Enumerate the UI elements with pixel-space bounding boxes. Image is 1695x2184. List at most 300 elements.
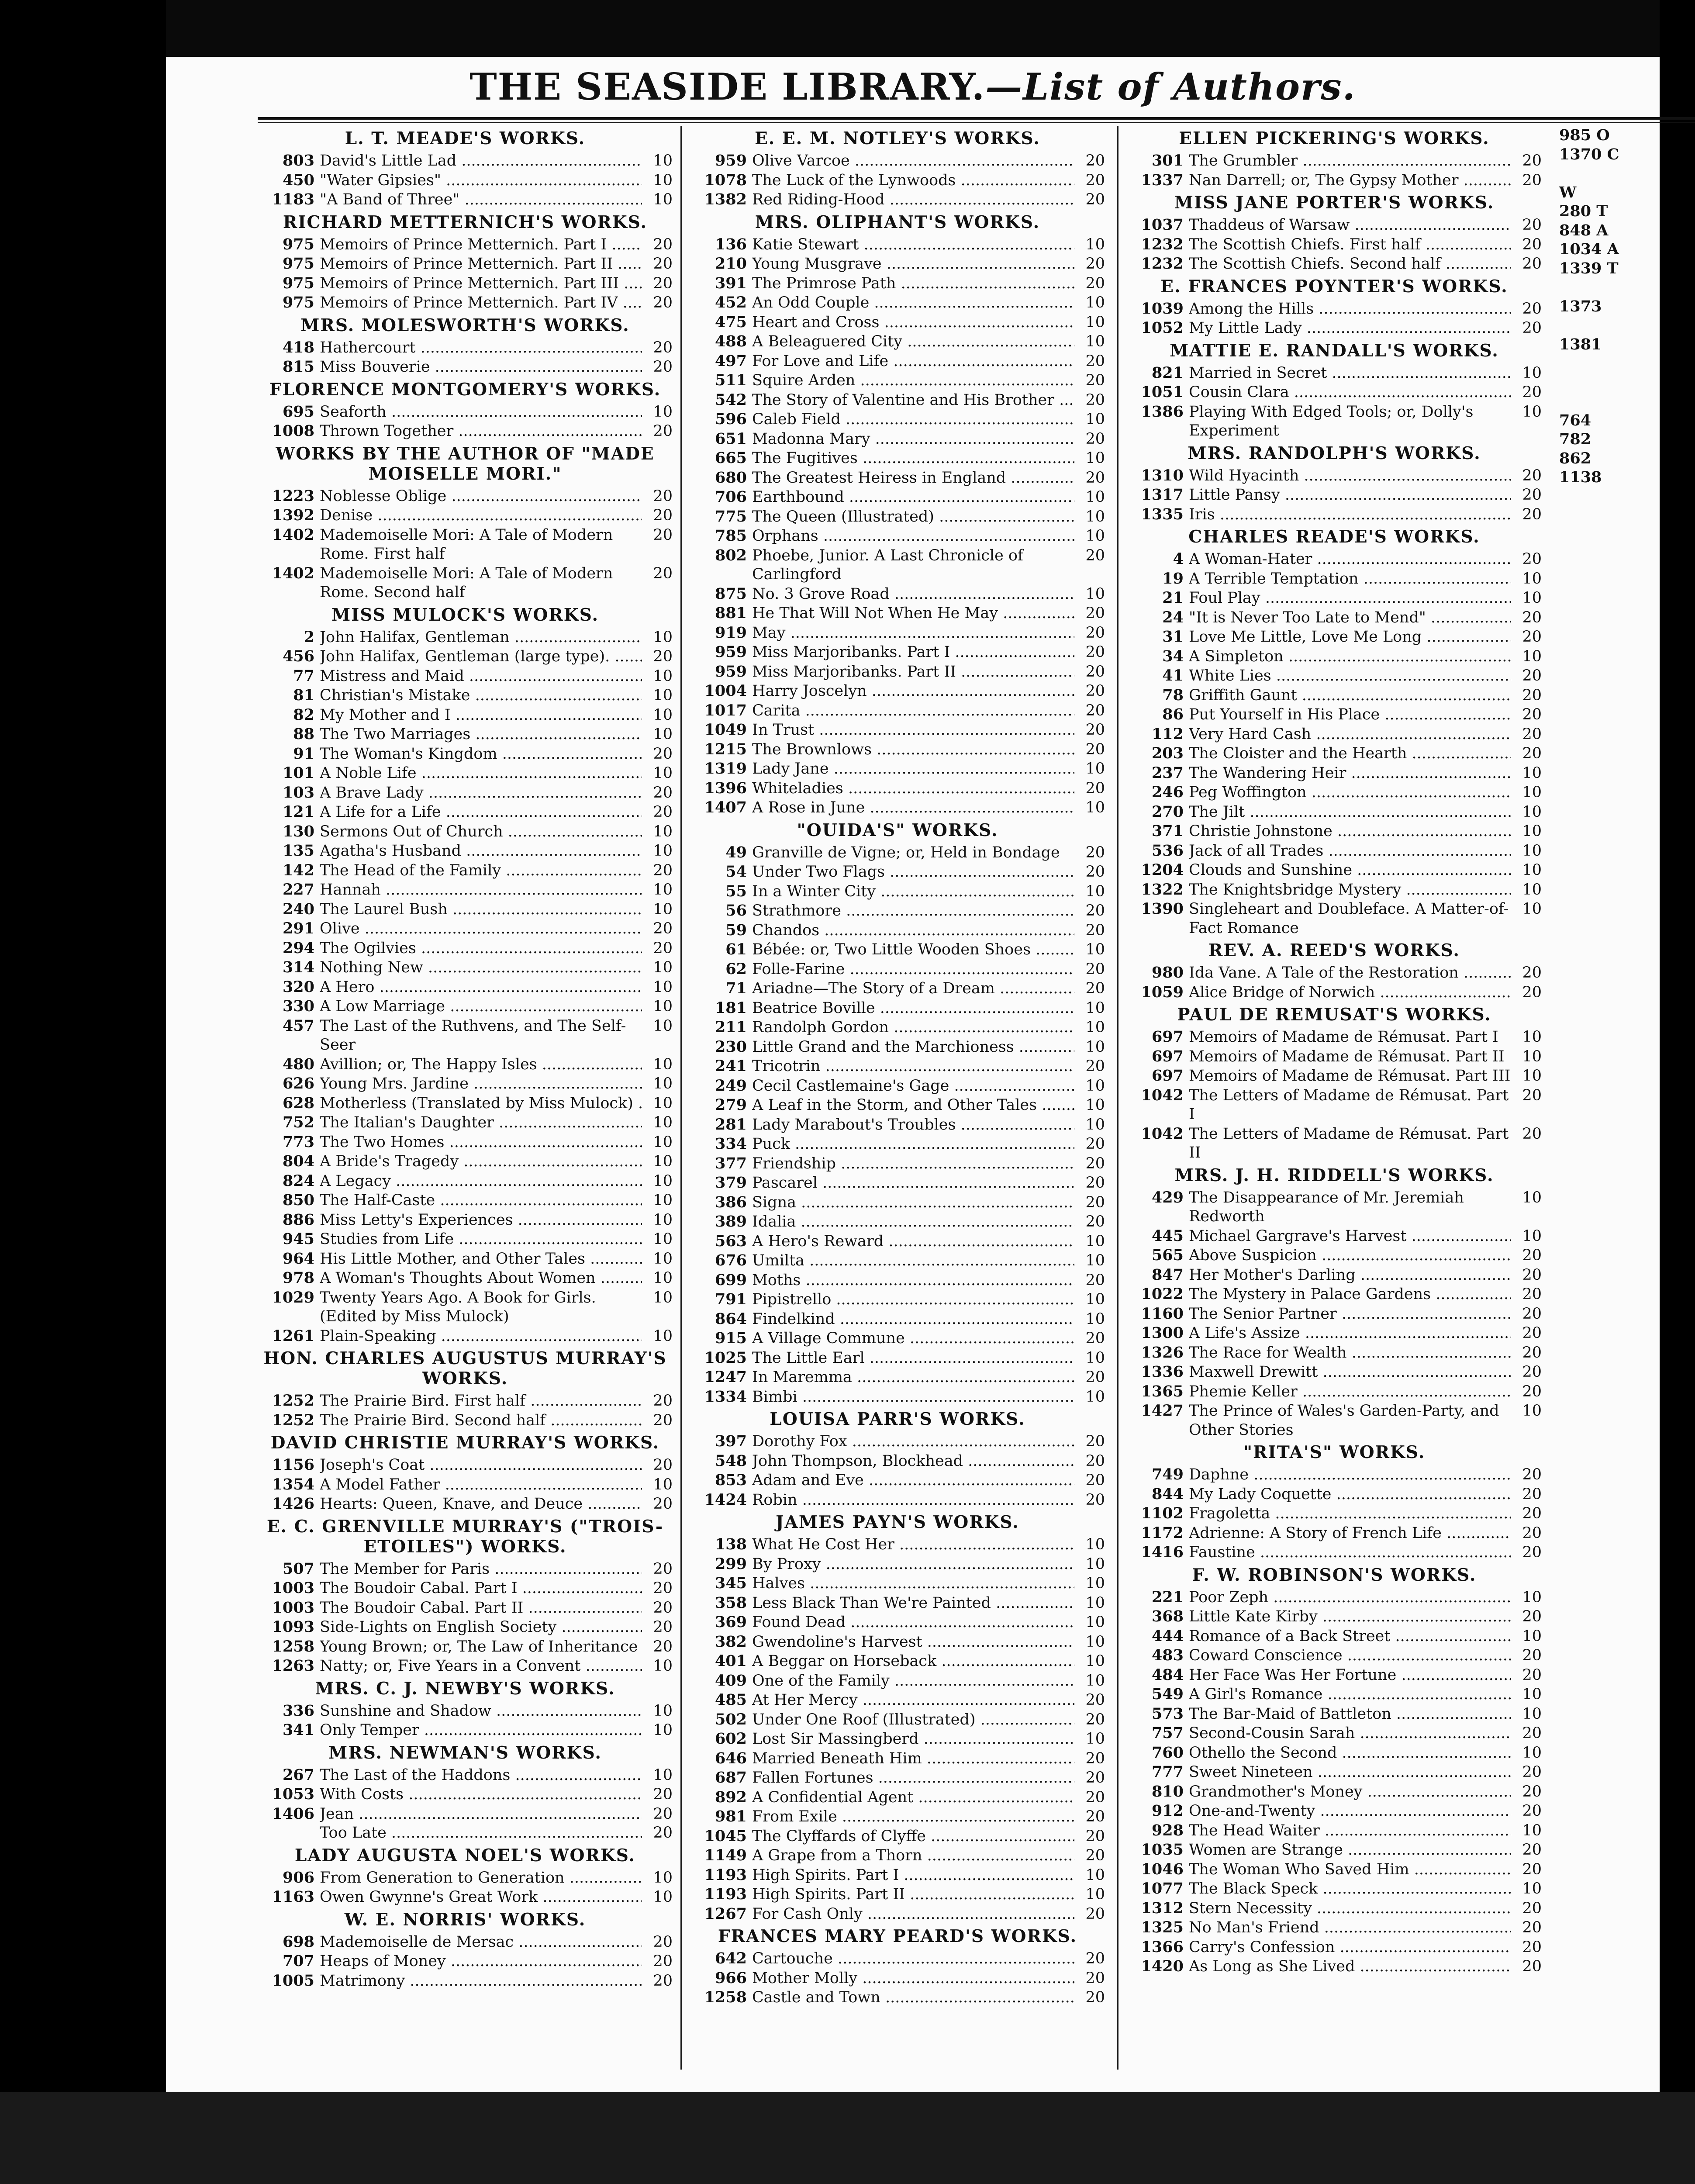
item-number: 330 [282, 997, 314, 1015]
item-price: 10 [1522, 822, 1542, 840]
list-item [690, 720, 1105, 740]
item-price: 20 [1085, 1271, 1105, 1289]
item-number: 1386 [1141, 402, 1184, 421]
item-number: 1406 [272, 1804, 314, 1823]
item-price: 20 [1522, 319, 1542, 337]
list-item [690, 449, 1105, 468]
list-item [690, 1232, 1105, 1251]
item-title: A Life's Assize ..... [1189, 1324, 1511, 1343]
list-item [690, 1451, 1105, 1471]
list-item [1127, 1324, 1542, 1343]
item-price: 10 [1085, 1038, 1105, 1056]
column-2 [690, 126, 1105, 2070]
item-number: 379 [715, 1174, 747, 1192]
list-item [690, 254, 1105, 274]
item-title: An Odd Couple ..... [752, 294, 1074, 313]
item-title: Heart and Cross ..... [752, 313, 1074, 332]
item-price: 20 [1522, 745, 1542, 762]
list-item [1127, 1840, 1542, 1860]
list-item [258, 725, 673, 744]
section-heading: L. T. MEADE'S WORKS. [345, 128, 586, 149]
item-price: 20 [1085, 1950, 1105, 1967]
item-title: Singleheart and Doubleface. A Matter-of-Fact Romance [1189, 900, 1509, 937]
item-price: 10 [653, 1230, 673, 1248]
item-title: Adam and Eve ..... [752, 1471, 1074, 1490]
item-price: 20 [653, 255, 673, 273]
item-number: 853 [715, 1471, 747, 1489]
item-title: Findelkind ..... [752, 1310, 1074, 1329]
item-title: Young Musgrave ..... [752, 255, 1074, 274]
list-item [690, 759, 1105, 779]
item-price: 10 [1085, 585, 1105, 603]
author-section [258, 605, 673, 1346]
item-title: Lady Marabout's Troubles ..... [752, 1116, 1074, 1135]
item-price: 10 [653, 881, 673, 898]
list-item [258, 919, 673, 939]
item-price: 20 [1522, 1647, 1542, 1664]
item-price: 20 [1085, 1174, 1105, 1192]
section-heading: REV. A. REED'S WORKS. [1208, 940, 1460, 961]
item-price: 10 [1522, 1705, 1542, 1723]
item-title: Faustine ..... [1189, 1543, 1511, 1562]
item-number: 246 [1151, 783, 1184, 801]
list-item [690, 410, 1105, 429]
item-price: 10 [1522, 1627, 1542, 1645]
list-item [1127, 1957, 1542, 1977]
list-item [690, 1095, 1105, 1115]
item-title: In Trust ..... [752, 721, 1074, 740]
list-item [258, 939, 673, 958]
item-number: 1053 [272, 1785, 314, 1803]
adjacent-page-fragment: 1034 A [1559, 240, 1619, 258]
item-price: 20 [653, 294, 673, 311]
item-price: 20 [1522, 1305, 1542, 1323]
item-number: 210 [715, 255, 747, 273]
item-number: 906 [282, 1868, 314, 1887]
item-title: High Spirits. Part I ..... [752, 1866, 1074, 1885]
list-item [690, 1290, 1105, 1310]
item-title: The Story of Valentine and His Brother ..... [752, 391, 1074, 410]
banner-rule-thin [258, 122, 1695, 123]
item-title: The Woman Who Saved Him ..... [1189, 1860, 1511, 1880]
list-item [258, 1971, 673, 1991]
author-section [690, 212, 1105, 818]
author-section [690, 820, 1105, 1407]
item-title: Maxwell Drewitt ..... [1189, 1363, 1511, 1382]
list-item [258, 254, 673, 274]
item-price: 10 [653, 171, 673, 189]
item-title: A Woman's Thoughts About Women ..... [320, 1269, 642, 1288]
item-number: 596 [715, 410, 747, 428]
item-price: 20 [1522, 1344, 1542, 1362]
item-title: What He Cost Her ..... [752, 1535, 1074, 1555]
list-item [690, 681, 1105, 701]
item-number: 602 [715, 1730, 747, 1748]
item-price: 20 [1085, 682, 1105, 700]
item-price: 20 [1085, 372, 1105, 389]
item-number: 1149 [704, 1846, 747, 1864]
list-item [690, 1037, 1105, 1057]
item-title: A Grape from a Thorn ..... [752, 1846, 1074, 1866]
item-title: Seaforth ..... [320, 403, 642, 422]
section-heading: HON. CHARLES AUGUSTUS MURRAY'S WORKS. [263, 1348, 667, 1389]
item-title: Married Beneath Him ..... [752, 1749, 1074, 1769]
item-number: 1267 [704, 1904, 747, 1923]
item-price: 20 [1085, 779, 1105, 797]
item-price: 20 [1522, 505, 1542, 523]
item-price: 20 [1085, 546, 1105, 564]
item-price: 10 [1085, 941, 1105, 958]
list-item [690, 1115, 1105, 1135]
banner-subtitle: —List of Authors. [985, 65, 1356, 108]
item-number: 377 [715, 1154, 747, 1172]
section-heading: LOUISA PARR'S WORKS. [770, 1409, 1025, 1429]
item-number: 211 [715, 1018, 747, 1036]
item-price: 20 [653, 507, 673, 524]
item-title: Phoebe, Junior. A Last Chronicle of Carlingford [752, 546, 1023, 583]
item-price: 20 [1522, 1666, 1542, 1684]
item-number: 401 [715, 1652, 747, 1670]
item-number: 1335 [1141, 505, 1184, 523]
item-price: 10 [1522, 1880, 1542, 1897]
item-number: 130 [282, 822, 314, 840]
item-number: 59 [725, 921, 747, 939]
item-title: For Love and Life ..... [752, 352, 1074, 371]
list-item [258, 1598, 673, 1618]
item-number: 1005 [272, 1971, 314, 1990]
item-price: 10 [653, 1114, 673, 1131]
item-number: 697 [1151, 1067, 1184, 1085]
item-number: 1052 [1141, 319, 1184, 337]
item-title: A Model Father ..... [320, 1476, 642, 1495]
item-price: 20 [1085, 1193, 1105, 1211]
item-price: 10 [1085, 1349, 1105, 1367]
item-price: 10 [1522, 1821, 1542, 1839]
item-title: Mother Molly ..... [752, 1969, 1074, 1988]
list-item [690, 429, 1105, 449]
section-heading: MRS. OLIPHANT'S WORKS. [755, 212, 1040, 232]
section-heading: MATTIE E. RANDALL'S WORKS. [1170, 340, 1499, 361]
item-title: Folle-Farine ..... [752, 960, 1074, 979]
list-item [1127, 1743, 1542, 1763]
item-price: 10 [653, 1289, 673, 1306]
item-number: 389 [715, 1213, 747, 1230]
item-number: 698 [282, 1932, 314, 1951]
item-number: 368 [1151, 1607, 1184, 1625]
item-title: Harry Joscelyn ..... [752, 682, 1074, 701]
item-price: 10 [653, 1657, 673, 1675]
item-title: A Low Marriage ..... [320, 997, 642, 1016]
list-item [690, 921, 1105, 940]
item-title: The Race for Wealth ..... [1189, 1344, 1511, 1363]
item-number: 56 [725, 902, 747, 919]
item-title: The Head Waiter ..... [1189, 1821, 1511, 1841]
item-number: 397 [715, 1432, 747, 1450]
item-number: 1382 [704, 190, 747, 208]
item-number: 456 [282, 647, 314, 665]
item-title: The Primrose Path ..... [752, 274, 1074, 294]
item-price: 20 [1085, 1905, 1105, 1923]
list-item [690, 1652, 1105, 1671]
item-number: 2 [304, 628, 314, 646]
list-item [1127, 1265, 1542, 1285]
item-title: The Luck of the Lynwoods ..... [752, 171, 1074, 190]
list-item [258, 1932, 673, 1952]
item-title: Denise ..... [320, 506, 642, 525]
item-price: 20 [1085, 274, 1105, 292]
item-title: Stern Necessity ..... [1189, 1899, 1511, 1918]
item-number: 1366 [1141, 1938, 1184, 1956]
item-title: A Village Commune ..... [752, 1329, 1074, 1348]
list-item [258, 841, 673, 861]
item-price: 20 [1085, 1827, 1105, 1845]
list-item [690, 1057, 1105, 1076]
item-number: 844 [1151, 1485, 1184, 1503]
item-number: 1337 [1141, 171, 1184, 189]
item-title: Miss Bouverie ..... [320, 358, 642, 377]
item-title: From Generation to Generation ..... [320, 1869, 642, 1888]
author-section [258, 315, 673, 377]
item-price: 10 [1085, 760, 1105, 778]
item-price: 10 [1085, 508, 1105, 525]
item-title: Phemie Keller ..... [1189, 1382, 1511, 1402]
section-heading: WORKS BY THE AUTHOR OF "MADE MOISELLE MORI." [276, 443, 655, 484]
author-section [1127, 341, 1542, 441]
item-title: In Maremma ..... [752, 1368, 1074, 1387]
author-section [1127, 527, 1542, 938]
item-number: 542 [715, 390, 747, 409]
author-section [690, 128, 1105, 210]
item-title: Thrown Together ..... [320, 422, 642, 441]
item-title: Memoirs of Prince Metternich. Part IV ..... [320, 294, 642, 313]
list-item [258, 402, 673, 422]
item-number: 959 [715, 662, 747, 681]
list-item [690, 1690, 1105, 1710]
item-number: 802 [715, 546, 747, 564]
item-price: 20 [1085, 1213, 1105, 1230]
item-number: 912 [1151, 1802, 1184, 1820]
list-item [1127, 1938, 1542, 1957]
item-number: 1263 [272, 1657, 314, 1675]
item-number: 695 [282, 402, 314, 421]
item-price: 10 [653, 1702, 673, 1720]
item-price: 20 [1085, 152, 1105, 169]
item-title: Grandmother's Money ..... [1189, 1783, 1511, 1802]
item-title: Above Suspicion ..... [1189, 1246, 1511, 1265]
item-title: Halves ..... [752, 1574, 1074, 1593]
list-item [258, 880, 673, 900]
item-title: Puck ..... [752, 1135, 1074, 1154]
item-title: The Member for Paris ..... [320, 1560, 642, 1579]
section-heading: FLORENCE MONTGOMERY'S WORKS. [269, 379, 661, 400]
list-item [258, 293, 673, 313]
item-price: 10 [1085, 411, 1105, 428]
item-price: 20 [1522, 235, 1542, 253]
banner-title: THE SEASIDE LIBRARY. [469, 65, 986, 108]
list-item [258, 802, 673, 822]
item-title: Memoirs of Prince Metternich. Part III ..... [320, 274, 642, 294]
list-item [690, 487, 1105, 507]
item-title: Nan Darrell; or, The Gypsy Mother ..... [1189, 171, 1511, 190]
item-number: 55 [725, 882, 747, 900]
list-item [1127, 1401, 1542, 1440]
item-number: 142 [282, 861, 314, 879]
item-number: 1232 [1141, 235, 1184, 253]
item-number: 444 [1151, 1627, 1184, 1645]
list-item [258, 1766, 673, 1785]
item-number: 978 [282, 1269, 314, 1287]
list-item [258, 1887, 673, 1907]
item-number: 1022 [1141, 1285, 1184, 1303]
item-number: 928 [1151, 1821, 1184, 1839]
item-title: A Noble Life ..... [320, 764, 642, 783]
item-price: 20 [1085, 1711, 1105, 1728]
item-number: 121 [282, 803, 314, 821]
item-price: 20 [1522, 725, 1542, 743]
author-section [1127, 940, 1542, 1002]
author-section [258, 1910, 673, 1991]
list-item [1127, 764, 1542, 783]
item-title: The Scottish Chiefs. Second half ..... [1189, 255, 1511, 274]
list-item [1127, 1899, 1542, 1918]
item-price: 20 [1522, 1466, 1542, 1483]
item-price: 20 [1522, 628, 1542, 646]
list-item [1127, 569, 1542, 589]
item-title: Motherless (Translated by Miss Mulock) ..... [320, 1094, 642, 1113]
item-number: 24 [1162, 608, 1184, 626]
item-title: My Mother and I ..... [320, 706, 642, 725]
item-title: Earthbound ..... [752, 488, 1074, 507]
item-price: 20 [1085, 1989, 1105, 2006]
item-title: Carita ..... [752, 702, 1074, 721]
item-price: 10 [653, 1869, 673, 1887]
item-number: 1183 [272, 190, 314, 208]
item-title: Red Riding-Hood ..... [752, 190, 1074, 210]
list-item [258, 1494, 673, 1514]
item-price: 20 [1085, 702, 1105, 719]
section-heading: RICHARD METTERNICH'S WORKS. [283, 212, 648, 232]
item-title: Robin ..... [752, 1491, 1074, 1510]
item-price: 20 [1085, 1691, 1105, 1709]
item-price: 20 [1085, 643, 1105, 661]
item-price: 20 [1522, 171, 1542, 189]
item-title: By Proxy ..... [752, 1555, 1074, 1574]
list-item [258, 1579, 673, 1598]
adjacent-page-strip [1559, 126, 1655, 2070]
list-item [258, 1268, 673, 1288]
item-number: 485 [715, 1691, 747, 1709]
list-item [258, 1055, 673, 1075]
item-price: 10 [1522, 1028, 1542, 1046]
item-number: 203 [1151, 744, 1184, 762]
list-item [690, 1555, 1105, 1574]
list-item [1127, 1246, 1542, 1265]
item-number: 847 [1151, 1265, 1184, 1284]
list-item [1127, 383, 1542, 402]
list-item [258, 647, 673, 667]
list-item [690, 1271, 1105, 1290]
item-title: Little Pansy ..... [1189, 486, 1511, 505]
item-title: Strathmore ..... [752, 902, 1074, 921]
item-title: Sunshine and Shadow ..... [320, 1702, 642, 1721]
list-item [258, 1804, 673, 1824]
item-price: 10 [653, 152, 673, 169]
item-title: The Italian's Daughter ..... [320, 1113, 642, 1133]
item-price: 20 [1085, 1057, 1105, 1075]
item-price: 20 [1522, 384, 1542, 401]
list-item [690, 1251, 1105, 1271]
item-title: The Letters of Madame de Rémusat. Part II [1189, 1125, 1509, 1161]
list-item [1127, 1485, 1542, 1504]
item-number: 1427 [1141, 1402, 1184, 1420]
column-3 [1127, 126, 1542, 2070]
list-item [1127, 215, 1542, 235]
list-item [690, 623, 1105, 643]
list-item [1127, 1543, 1542, 1562]
item-title: Memoirs of Madame de Rémusat. Part II [1189, 1047, 1505, 1065]
item-price: 10 [1085, 1310, 1105, 1328]
item-price: 20 [1522, 300, 1542, 318]
list-item [690, 1348, 1105, 1368]
item-title: Randolph Gordon ..... [752, 1018, 1074, 1037]
item-number: 291 [282, 919, 314, 937]
item-price: 20 [1522, 1324, 1542, 1342]
item-number: 1039 [1141, 299, 1184, 318]
list-item [1127, 1762, 1542, 1782]
item-number: 21 [1162, 589, 1184, 607]
list-item [1127, 1821, 1542, 1841]
item-title: Cousin Clara ..... [1189, 383, 1511, 402]
adjacent-page-fragment: W [1559, 183, 1577, 201]
item-price: 20 [1085, 1491, 1105, 1509]
section-heading: LADY AUGUSTA NOEL'S WORKS. [294, 1845, 636, 1866]
item-title: Lady Jane ..... [752, 760, 1074, 779]
item-title: A Bride's Tragedy ..... [320, 1152, 642, 1171]
item-price: 10 [1522, 589, 1542, 607]
item-number: 892 [715, 1788, 747, 1806]
item-price: 20 [1522, 1286, 1542, 1303]
item-title: Under One Roof (Illustrated) ..... [752, 1711, 1074, 1730]
item-title: Among the Hills ..... [1189, 300, 1511, 319]
section-heading: JAMES PAYN'S WORKS. [776, 1512, 1019, 1532]
item-price: 20 [1085, 1847, 1105, 1864]
list-item [690, 1593, 1105, 1613]
list-item [1127, 1343, 1542, 1363]
item-price: 10 [653, 1250, 673, 1268]
list-item [258, 705, 673, 725]
item-number: 54 [725, 863, 747, 881]
list-item [258, 1327, 673, 1346]
item-price: 10 [1085, 1096, 1105, 1114]
list-item [1127, 1879, 1542, 1899]
list-item [258, 1455, 673, 1475]
item-number: 980 [1151, 964, 1184, 981]
list-item [258, 1133, 673, 1152]
page-banner [166, 59, 1660, 115]
list-item [1127, 983, 1542, 1002]
item-price: 20 [1522, 1919, 1542, 1936]
item-number: 1261 [272, 1327, 314, 1345]
item-price: 20 [1085, 469, 1105, 487]
list-item [258, 506, 673, 525]
item-title: The Letters of Madame de Rémusat. Part I [1189, 1086, 1509, 1123]
list-item [690, 1827, 1105, 1846]
list-item [690, 1471, 1105, 1490]
list-item [690, 1173, 1105, 1193]
item-price: 20 [1085, 863, 1105, 881]
list-item [690, 1154, 1105, 1174]
item-price: 10 [1522, 803, 1542, 821]
